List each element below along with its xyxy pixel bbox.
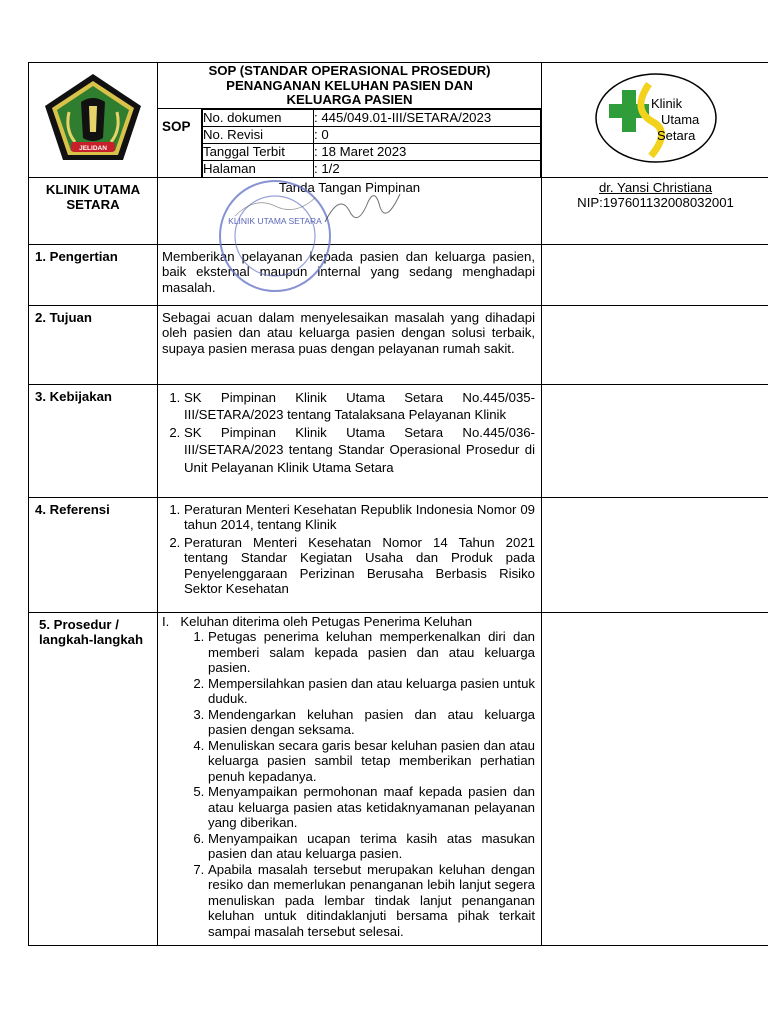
meta-value: : 1/2 xyxy=(314,160,541,177)
title-line-1: SOP (STANDAR OPERASIONAL PROSEDUR) xyxy=(208,63,491,78)
meta-value: : 0 xyxy=(314,126,541,143)
meta-row xyxy=(203,160,541,177)
regency-emblem-icon xyxy=(41,72,145,164)
title-line-3: KELUARGA PASIEN xyxy=(286,92,413,107)
list-item: 4. Menuliskan secara garis besar keluhan pasien dan atau keluarga pasien sambil tetap memberikan perhatian penuh kepadanya. xyxy=(208,738,535,785)
empty-cell xyxy=(542,384,768,497)
emblem-ribbon-text: JELIDAN xyxy=(79,145,107,152)
clinic-logo-cell xyxy=(542,63,768,178)
section-list xyxy=(158,384,542,497)
section-text: Memberikan pelayanan kepada pasien dan keluarga pasien, baik eksternal maupun internal yang sedang menghadapi masalah. xyxy=(158,244,542,305)
list-item: 1. SK Pimpinan Klinik Utama Setara No.445/035-III/SETARA/2023 tentang Tatalaksana Pelayanan Klinik xyxy=(184,389,535,424)
section-text: Sebagai acuan dalam menyelesaikan masalah yang dihadapi oleh pasien dan atau keluarga pasien dengan solusi terbaik, supaya pasien merasa puas dengan pelayanan rumah sakit. xyxy=(158,305,542,384)
empty-cell xyxy=(542,497,768,612)
list-item: 2. SK Pimpinan Klinik Utama Setara No.445/036-III/SETARA/2023 tentang Standar Operasional Prosedur di Unit Pelayanan Klinik Utama Setara xyxy=(184,424,535,477)
clinic-logo-line1: Klinik xyxy=(650,96,682,111)
procedure-heading: I. Keluhan diterima oleh Petugas Penerima Keluhan xyxy=(162,613,473,629)
section-title: 1. Pengertian xyxy=(29,244,158,305)
section-list xyxy=(158,612,542,946)
empty-cell xyxy=(542,305,768,384)
regency-logo-cell xyxy=(29,63,158,178)
list-item: 2. Peraturan Menteri Kesehatan Nomor 14 Tahun 2021 tentang Standar Kegiatan Usaha dan Produk pada Penyelenggaraan Perizinan Berusaha Berbasis Risiko Sektor Kesehatan xyxy=(184,535,535,597)
signature-label: Tanda Tangan Pimpinan xyxy=(158,177,542,244)
meta-label: No. dokumen xyxy=(203,109,314,126)
list-item: 6. Menyampaikan ucapan terima kasih atas masukan pasien dan atau keluarga pasien. xyxy=(208,831,535,862)
signer-nip: NIP:197601132008032001 xyxy=(577,195,734,210)
meta-label: Halaman xyxy=(203,160,314,177)
section-title: 4. Referensi xyxy=(29,497,158,612)
list-item: 1. Petugas penerima keluhan memperkenalkan diri dan memberi salam kepada pasien dan atau keluarga pasien. xyxy=(208,629,535,676)
sop-label: SOP xyxy=(158,108,202,177)
empty-cell xyxy=(542,612,768,946)
list-item: 1. Peraturan Menteri Kesehatan Republik Indonesia Nomor 09 tahun 2014, tentang Klinik xyxy=(184,502,535,533)
clinic-name: KLINIK UTAMA SETARA xyxy=(29,177,158,244)
document-meta xyxy=(202,108,542,177)
title-line-2: PENANGANAN KELUHAN PASIEN DAN xyxy=(226,77,473,93)
clinic-logo-line3: Setara xyxy=(656,128,695,143)
meta-row xyxy=(203,143,541,160)
meta-value: : 445/049.01-III/SETARA/2023 xyxy=(314,109,541,126)
section-title: 5. Prosedur / langkah-langkah xyxy=(29,612,158,946)
meta-value: : 18 Maret 2023 xyxy=(314,143,541,160)
empty-cell xyxy=(542,244,768,305)
meta-label: Tanggal Terbit xyxy=(203,143,314,160)
meta-row xyxy=(203,109,541,126)
list-item: 3. Mendengarkan keluhan pasien dan atau keluarga pasien dengan seksama. xyxy=(208,707,535,738)
list-item: 5. Menyampaikan permohonan maaf kepada pasien dan atau keluarga pasien atas ketidaknyamanan pelayanan yang diberikan. xyxy=(208,784,535,831)
stamp-text: KLINIK UTAMA SETARA xyxy=(228,216,322,226)
list-item: 2. Mempersilahkan pasien dan atau keluarga pasien untuk duduk. xyxy=(208,676,535,707)
section-title: 2. Tujuan xyxy=(29,305,158,384)
section-list xyxy=(158,497,542,612)
meta-row xyxy=(203,126,541,143)
meta-table xyxy=(202,109,541,177)
clinic-logo-icon xyxy=(591,70,721,166)
meta-label: No. Revisi xyxy=(203,126,314,143)
list-item: 7. Apabila masalah tersebut merupakan keluhan dengan resiko dan memerlukan penanganan lebih lanjut segera menuliskan pada lembar tindak lanjut penanganan keluhan untuk ditindaklanjuti bersama pihak terkait sampai masalah tersebut selesai. xyxy=(208,862,535,940)
signer-name: dr. Yansi Christiana xyxy=(598,179,713,195)
signature-icon xyxy=(320,182,410,232)
signer-block xyxy=(542,177,768,244)
clinic-logo-line2: Utama xyxy=(660,112,699,127)
document-title xyxy=(158,63,542,109)
section-title: 3. Kebijakan xyxy=(29,384,158,497)
